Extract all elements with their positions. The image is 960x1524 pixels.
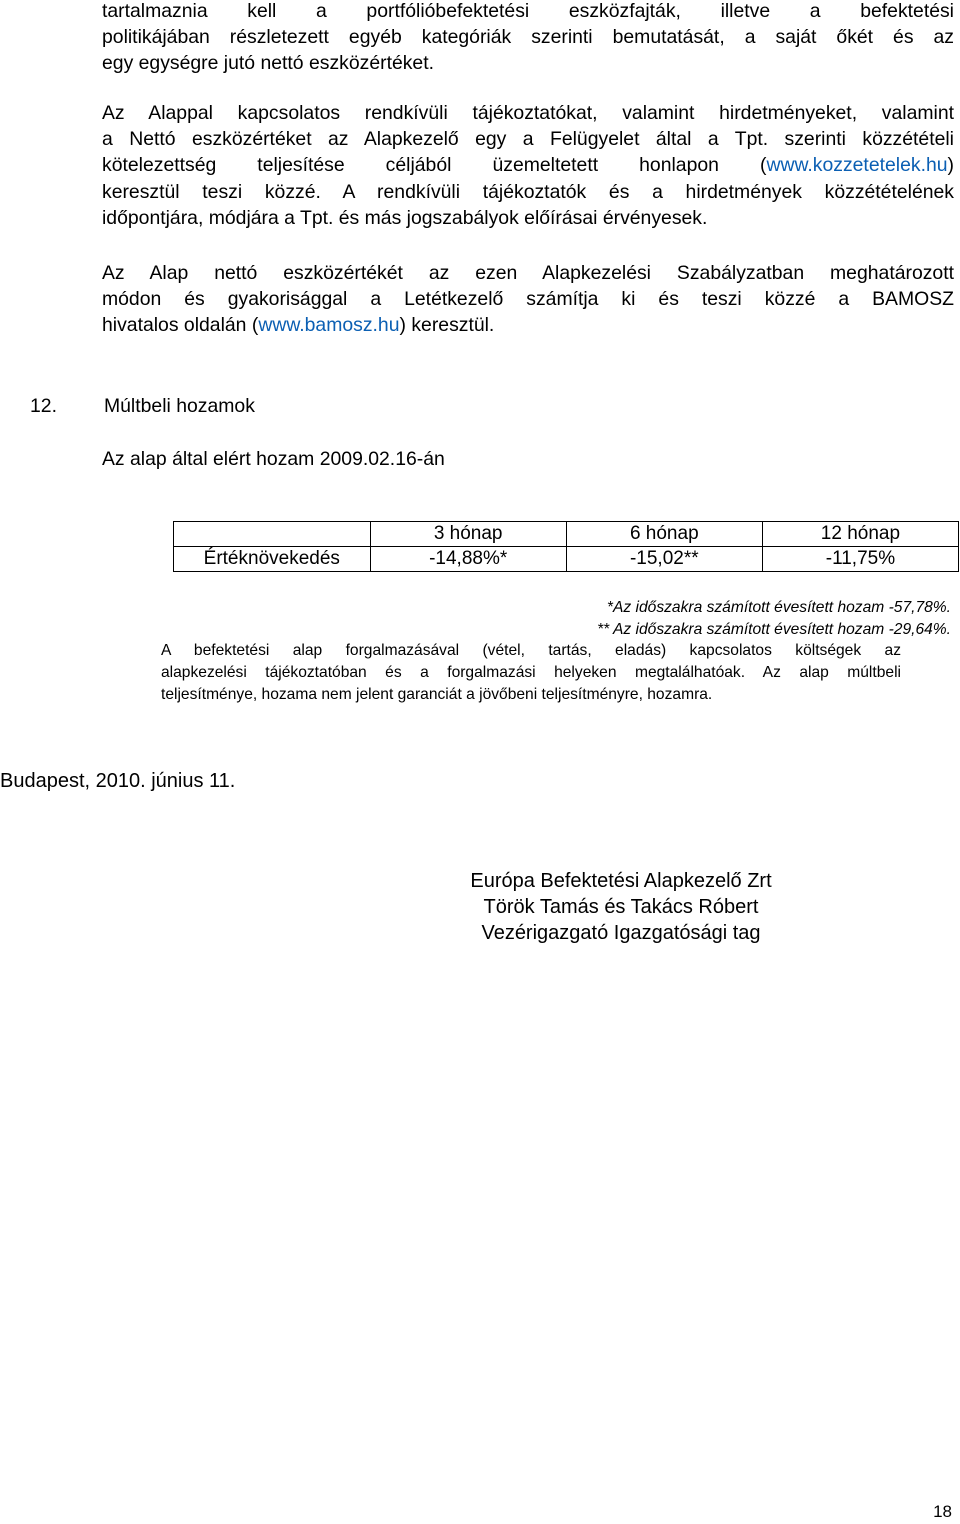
bamosz-link[interactable]: www.bamosz.hu bbox=[258, 314, 400, 337]
text-line: tartalmaznia kell a portfólióbefektetési eszközfajták, illetve a befektetési bbox=[102, 0, 954, 22]
signature-company: Európa Befektetési Alapkezelő Zrt bbox=[470, 870, 772, 892]
kozzetetelek-link[interactable]: www.kozzetetelek.hu bbox=[766, 154, 948, 177]
table-header-row bbox=[174, 522, 959, 547]
text-line: keresztül teszi közzé. A rendkívüli tájékoztatók és a hirdetmények közzétételének bbox=[102, 180, 954, 203]
text-fragment: ) bbox=[947, 154, 954, 177]
table-cell: -14,88%* bbox=[370, 547, 566, 572]
text-fragment: kötelezettség teljesítése céljából üzemeltetett honlapon ( bbox=[102, 154, 767, 177]
footnote-annualized-2: ** Az időszakra számított évesített hozam -29,64%. bbox=[597, 621, 951, 638]
disclaimer bbox=[161, 640, 901, 706]
section-title: Múltbeli hozamok bbox=[104, 395, 255, 417]
place-date: Budapest, 2010. június 11. bbox=[0, 770, 236, 792]
signature-block bbox=[451, 868, 791, 946]
table-header-cell: 3 hónap bbox=[370, 522, 566, 547]
paragraph-nav-contents bbox=[102, 0, 954, 77]
table-cell: -15,02** bbox=[566, 547, 762, 572]
signature-names: Török Tamás és Takács Róbert bbox=[483, 896, 759, 918]
text-fragment: hivatalos oldalán ( bbox=[102, 314, 259, 337]
page-number: 18 bbox=[933, 1502, 952, 1521]
text-line: a Nettó eszközértéket az Alapkezelő egy a Felügyelet által a Tpt. szerinti közzétételi bbox=[102, 128, 954, 151]
footnote-annualized-1: *Az időszakra számított évesített hozam -57,78%. bbox=[606, 599, 951, 616]
text-fragment: ) keresztül. bbox=[399, 314, 495, 337]
table-cell: -11,75% bbox=[762, 547, 958, 572]
text-line: teljesítménye, hozama nem jelent garanciát a jövőbeni teljesítményre, hozamra. bbox=[161, 686, 713, 703]
section-subtitle: Az alap által elért hozam 2009.02.16-án bbox=[102, 448, 445, 470]
returns-table bbox=[173, 521, 959, 572]
text-line: Az Alappal kapcsolatos rendkívüli tájékoztatókat, valamint hirdetményeket, valamint bbox=[102, 102, 954, 124]
text-line: alapkezelési tájékoztatóban és a forgalmazási helyeken megtalálhatóak. Az alap múltbeli bbox=[161, 664, 901, 681]
paragraph-net-asset-value bbox=[102, 260, 954, 339]
text-line: módon és gyakorisággal a Letétkezelő számítja ki és teszi közzé a BAMOSZ bbox=[102, 288, 954, 311]
text-line: időpontjára, módjára a Tpt. és más jogszabályok előírásai érvényesek. bbox=[102, 206, 708, 229]
text-line: Az Alap nettó eszközértékét az ezen Alapkezelési Szabályzatban meghatározott bbox=[102, 262, 954, 284]
table-cell: Értéknövekedés bbox=[174, 547, 371, 572]
text-line bbox=[102, 312, 954, 338]
table-header-cell: 12 hónap bbox=[762, 522, 958, 547]
text-line: A befektetési alap forgalmazásával (vétel, tartás, eladás) kapcsolatos költségek az bbox=[161, 642, 901, 659]
table-header-cell: 6 hónap bbox=[566, 522, 762, 547]
text-line bbox=[102, 152, 954, 178]
paragraph-announcements bbox=[102, 100, 954, 231]
signature-titles: Vezérigazgató Igazgatósági tag bbox=[481, 922, 761, 944]
table-row bbox=[174, 547, 959, 572]
text-line: egy egységre jutó nettó eszközértéket. bbox=[102, 52, 434, 75]
text-line: politikájában részletezett egyéb kategóriák szerinti bemutatását, a saját őkét és az bbox=[102, 26, 954, 49]
table-header-cell bbox=[174, 522, 371, 547]
section-number: 12. bbox=[30, 395, 57, 417]
